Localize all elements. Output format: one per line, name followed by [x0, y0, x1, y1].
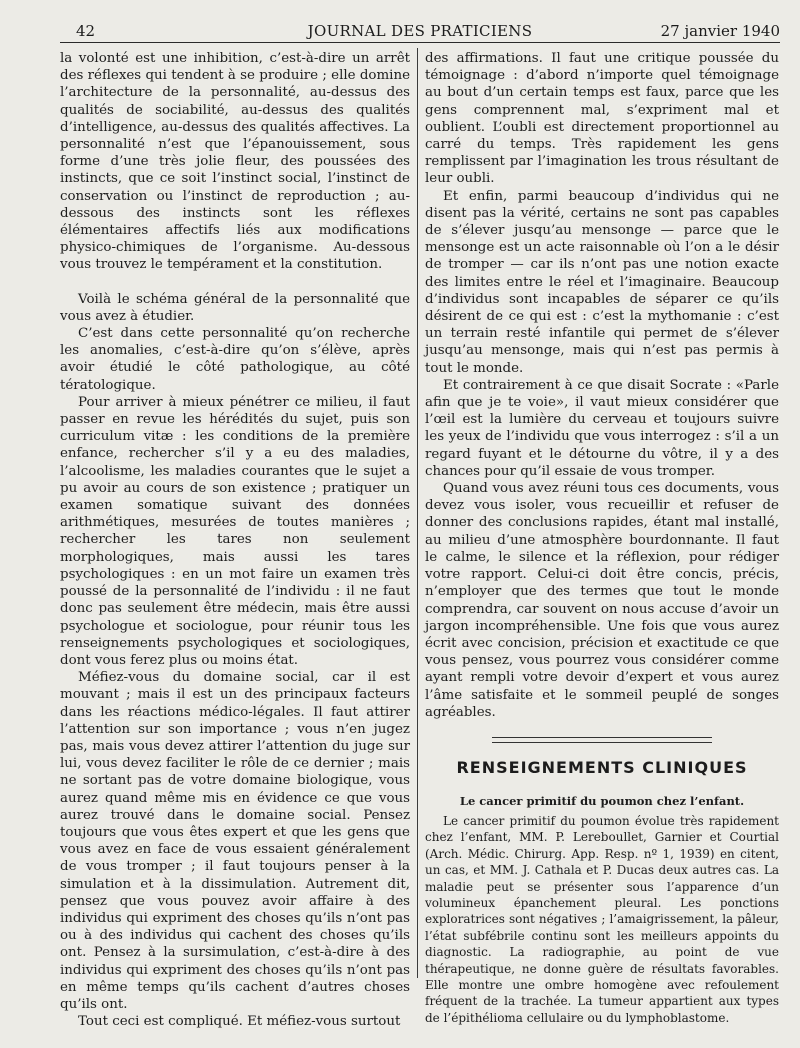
paragraph: Méfiez-vous du domaine social, car il est mouvant ; mais il est un des principaux facteurs dans les réactions médico-légales. Il faut attirer l’attention sur son importance ; vous n’en jugez pas, mais vous devez attirer l’attention du juge sur lui, vous devez faciliter le rôle de ce dernier ; mais ne sortant pas de votre domaine biologique, vous aurez quand même mis en évidence ce que vous aurez trouvé dans le domaine social. Pensez toujours que vous êtes expert et que les gens que vous avez en face de vous essaient généralement de vous tromper ; il faut toujours penser à la simulation et à la dissimulation. Autrement dit, pensez que vous pouvez avoir affaire à des individus qui expriment des choses qu’ils n’ont pas ou à des individus qui cachent des choses qu’ils ont. Pensez à la sursimulation, c’est-à-dire à des individus qui expriment des choses qu’ils n’ont pas en même temps qu’ils cachent d’autres choses qu’ils ont. [60, 670, 410, 1012]
left-column [60, 50, 410, 1030]
section-title: RENSEIGNEMENTS CLINIQUES [456, 757, 748, 777]
column-divider [417, 48, 418, 978]
paragraph: Pour arriver à mieux pénétrer ce milieu, il faut passer en revue les hérédités du sujet, puis son curriculum vitæ : les conditions de la première enfance, rechercher s’il y a eu des maladies, l’alcoolisme, les maladies courantes que le sujet a pu avoir au cours de son existence ; pratiquer un examen somatique suivant des données arithmétiques, mesurées de toutes manières ; rechercher les tares non seulement morphologiques, mais aussi les tares psychologiques : en un mot faire un examen très poussé de la personnalité de l’individu : il ne faut donc pas seulement être médecin, mais être aussi psychologue et sociologue, pour réunir tous les renseignements psychologiques et sociologiques, dont vous ferez plus ou moins état. [60, 394, 410, 668]
article-subheading: Le cancer primitif du poumon chez l’enfant. [459, 793, 745, 808]
paragraph: Et contrairement à ce que disait Socrate : «Parle afin que je te voie», il vaut mieux considérer que l’œil est la lumière du cerveau et toujours suivre les yeux de l’individu que vous interrogez : s’il a un regard fuyant et le détourne du vôtre, il y a des chances pour qu’il essaie de vous tromper. [425, 377, 779, 479]
paragraph: Quand vous avez réuni tous ces documents, vous devez vous isoler, vous recueillir et refuser de donner des conclusions rapides, étant mal installé, au milieu d’une atmosphère bourdonnante. Il faut le calme, le silence et la réflexion, pour rédiger votre rapport. Celui-ci doit être concis, précis, n’employer que des termes que tout le monde comprendra, car souvent on nous accuse d’avoir un jargon incompréhensible. Une fois que vous aurez écrit avec concision, précision et exactitude ce que vous pensez, vous pourrez vous considérer comme ayant rempli votre devoir d’expert et vous aurez l’âme satisfaite et le sommeil peuplé de songes agréables. [425, 481, 779, 720]
paragraph: des affirmations. Il faut une critique poussée du témoignage : d’abord n’importe quel témoignage au bout d’un certain temps est faux, parce que les gens comprennent mal, s’expriment mal et oublient. L’oubli est directement proportionnel au carré du temps. Très rapidement les gens remplissent par l’imagination les trous résultant de leur oubli. [425, 51, 779, 187]
paragraph: Voilà le schéma général de la personnalité que vous avez à étudier. [60, 291, 410, 324]
clinical-article [425, 813, 779, 1026]
journal-title: JOURNAL DES PRATICIENS [307, 22, 533, 40]
paragraph: la volonté est une inhibition, c’est-à-dire un arrêt des réflexes qui tendent à se produire ; elle domine l’architecture de la personnalité, au-dessus des qualités de sociabilité, au-dessus des qualités d’intelligence, au-dessus des qualités affectives. La personnalité n’est que l’épanouissement, sous forme d’une très jolie fleur, des poussées des instincts, que ce soit l’instinct social, l’instinct de conservation ou l’instinct de reproduction ; au-dessous des instincts sont les réflexes élémentaires affectifs liés aux modifications physico-chimiques de l’organisme. Au-dessous vous trouvez le tempérament et la constitution. [60, 51, 410, 273]
page-number: 42 [76, 22, 96, 40]
section-separator [492, 737, 712, 743]
paragraph: Tout ceci est compliqué. Et méfiez-vous surtout [78, 1014, 401, 1030]
issue-date: 27 janvier 1940 [660, 22, 780, 40]
page-header [60, 20, 780, 43]
paragraph: C’est dans cette personnalité qu’on recherche les anomalies, c’est-à-dire qu’on s’élève, après avoir étudié le côté pathologique, au côté tératologique. [60, 326, 410, 393]
right-column [425, 50, 779, 1026]
paragraph: Le cancer primitif du poumon évolue très rapidement chez l’enfant, MM. P. Lereboullet, Garnier et Courtial (Arch. Médic. Chirurg. App. Resp. nº 1, 1939) en citent, un cas, et MM. J. Cathala et P. Ducas deux autres cas. La maladie peut se présenter sous l’apparence d’un volumineux épanchement pleural. Les ponctions exploratrices sont négatives ; l’amaigrissement, la pâleur, l’état subfébrile continu sont les meilleurs appoints du diagnostic. La radiographie, au point de vue thérapeutique, ne donne guère de résultats favorables. Elle montre une ombre homogène avec refoulement fréquent de la trachée. La tumeur appartient aux types de l’épithélioma cellulaire ou du lymphoblastome. [425, 813, 779, 1025]
paragraph: Et enfin, parmi beaucoup d’individus qui ne disent pas la vérité, certains ne sont pas capables de s’élever jusqu’au mensonge — parce que le mensonge est un acte raisonnable où l’on a le désir de tromper — car ils n’ont pas une notion exacte des limites entre le réel et l’imaginaire. Beaucoup d’individus sont incapables de séparer ce qu’ils désirent de ce qui est : c’est la mythomanie : c’est un terrain resté infantile qui permet de s’élever jusqu’au mensonge, mais qui n’est pas permis à tout le monde. [425, 188, 779, 376]
